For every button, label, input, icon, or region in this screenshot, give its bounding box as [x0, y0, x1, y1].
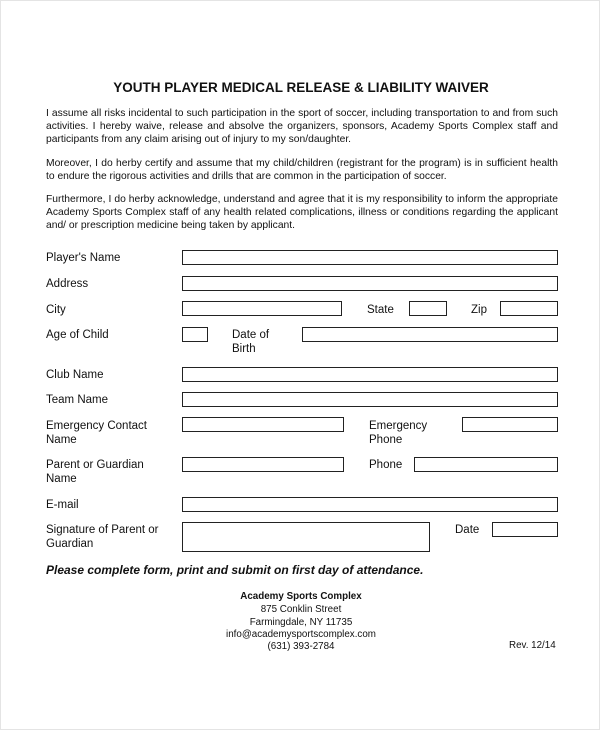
label-guardian-1: Parent or Guardian: [46, 459, 144, 471]
label-signature-1: Signature of Parent or: [46, 524, 159, 536]
submission-note: Please complete form, print and submit on first day of attendance.: [46, 563, 424, 577]
org-phone: (631) 393-2784: [267, 641, 335, 652]
org-email: info@academysportscomplex.com: [226, 629, 376, 640]
label-emergency-contact-1: Emergency Contact: [46, 420, 147, 432]
age-field[interactable]: [182, 327, 208, 342]
dob-field[interactable]: [302, 327, 558, 342]
paragraph-risk: I assume all risks incidental to such participation in the sport of soccer, including transportation to and from such activities. I hereby waive, release and absolve the organizers, sponsors, Academy Sports Complex staff and participants from any claim arising out of injury to my son/daughter.: [46, 108, 558, 145]
label-club: Club Name: [46, 369, 104, 381]
date-field[interactable]: [492, 522, 558, 537]
label-dob-2: Birth: [232, 343, 256, 355]
label-dob-1: Date of: [232, 329, 270, 341]
club-field[interactable]: [182, 367, 558, 382]
org-name: Academy Sports Complex: [240, 591, 362, 602]
label-age: Age of Child: [46, 329, 109, 341]
address-field[interactable]: [182, 276, 558, 291]
label-emergency-phone-1: Emergency: [369, 420, 428, 432]
label-phone: Phone: [369, 459, 403, 471]
org-street: 875 Conklin Street: [260, 604, 342, 615]
org-city: Farmingdale, NY 11735: [249, 617, 353, 628]
signature-field[interactable]: [182, 522, 430, 552]
team-field[interactable]: [182, 392, 558, 407]
paragraph-acknowledge: Furthermore, I do herby acknowledge, understand and agree that it is my responsibility to inform the appropriate Academy Sports Complex staff of any health related complications, illness or conditions regarding the applicant and/ or prescription medicine being taken by applicant.: [46, 194, 558, 231]
emergency-phone-field[interactable]: [462, 417, 558, 432]
label-guardian-2: Name: [46, 473, 77, 485]
label-state: State: [367, 304, 394, 316]
label-player-name: Player's Name: [46, 252, 121, 264]
label-zip: Zip: [471, 304, 487, 316]
phone-field[interactable]: [414, 457, 558, 472]
emergency-contact-field[interactable]: [182, 417, 344, 432]
player-name-field[interactable]: [182, 250, 558, 265]
label-emergency-contact-2: Name: [46, 434, 77, 446]
label-city: City: [46, 304, 66, 316]
label-address: Address: [46, 278, 89, 290]
paragraph-health: Moreover, I do herby certify and assume that my child/children (registrant for the program) is in sufficient health to endure the rigorous activities and drills that are common in the participation of soccer.: [46, 158, 558, 182]
revision: Rev. 12/14: [509, 640, 556, 651]
guardian-name-field[interactable]: [182, 457, 344, 472]
state-field[interactable]: [409, 301, 447, 316]
city-field[interactable]: [182, 301, 342, 316]
label-date: Date: [455, 524, 480, 536]
email-field[interactable]: [182, 497, 558, 512]
label-email: E-mail: [46, 499, 79, 511]
zip-field[interactable]: [500, 301, 558, 316]
form-title: YOUTH PLAYER MEDICAL RELEASE & LIABILITY WAIVER: [113, 80, 489, 95]
label-emergency-phone-2: Phone: [369, 434, 403, 446]
label-signature-2: Guardian: [46, 538, 94, 550]
label-team: Team Name: [46, 394, 108, 406]
